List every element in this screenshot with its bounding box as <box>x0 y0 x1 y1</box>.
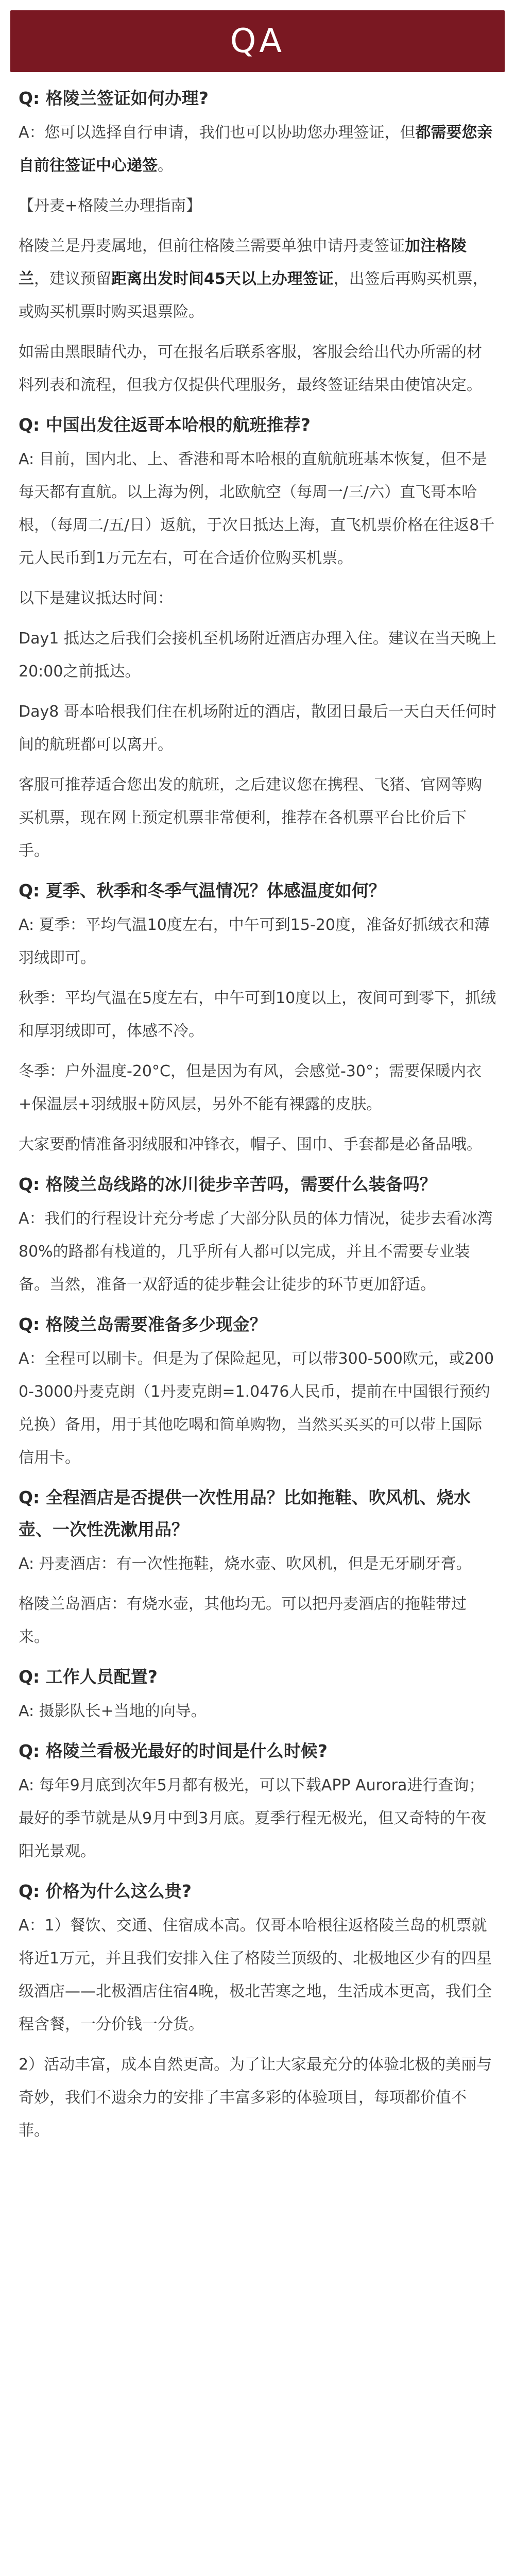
answer-text: 大家要酌情准备羽绒服和冲锋衣，帽子、围巾、手套都是必备品哦。 <box>19 1136 482 1154</box>
answer-text: A: 每年9月底到次年5月都有极光，可以下载APP Aurora进行查询；最好的季节就是从9月中到3月底。夏季行程无极光，但又奇特的午夜阳光景观。 <box>19 1776 487 1860</box>
answer-text: 2）活动丰富，成本自然更高。为了让大家最充分的体验北极的美丽与奇妙，我们不遗余力的安排了丰富多彩的体验项目，每项都价值不菲。 <box>19 2056 492 2140</box>
answer-text: A：您可以选择自行申请，我们也可以协助您办理签证，但 <box>19 124 416 142</box>
answer-text: 冬季：户外温度-20°C，但是因为有风，会感觉-30°；需要保暖内衣+保温层+羽绒服+防风层，另外不能有裸露的皮肤。 <box>19 1062 482 1113</box>
question-heading: Q: 价格为什么这么贵? <box>19 1881 192 1901</box>
qa-banner <box>10 10 505 72</box>
answer-paragraph <box>19 582 496 615</box>
answer-text: A: 摄影队长+当地的向导。 <box>19 1702 207 1720</box>
question-heading: Q: 格陵兰看极光最好的时间是什么时候? <box>19 1741 328 1761</box>
answer-paragraph <box>19 1588 496 1654</box>
answer-text: A: 目前，国内北、上、香港和哥本哈根的直航航班基本恢复，但不是每天都有直航。以上海为例，北欧航空（每周一/三/六）直飞哥本哈根，（每周二/五/日）返航，于次日抵达上海，直飞机票价格在往返8千元人民币到1万元左右，可在合适价位购买机票。 <box>19 450 495 567</box>
answer-text: 。 <box>158 157 173 175</box>
answer-paragraph <box>19 982 496 1048</box>
answer-text: 格陵兰是丹麦属地，但前往格陵兰需要单独申请丹麦签证 <box>19 237 405 255</box>
answer-paragraph <box>19 1055 496 1121</box>
answer-highlight: 距离出发时间45天以上办理签证 <box>111 270 334 288</box>
answer-paragraph <box>19 909 496 975</box>
answer-paragraph <box>19 190 496 223</box>
answer-paragraph <box>19 116 496 182</box>
answer-text: A：1）餐饮、交通、住宿成本高。仅哥本哈根往返格陵兰岛的机票就将近1万元，并且我们安排入住了格陵兰顶级的、北极地区少有的四星级酒店——北极酒店住宿4晚，极北苦寒之地，生活成本更高，我们全程含餐，一分价钱一分货。 <box>19 1917 492 2033</box>
answer-highlight: 都需要您亲自前往签证中心递签 <box>19 124 493 175</box>
question-heading: Q: 格陵兰签证如何办理? <box>19 88 209 108</box>
answer-paragraph <box>19 230 496 329</box>
answer-text: 客服可推荐适合您出发的航班，之后建议您在携程、飞猪、官网等购买机票，现在网上预定机票非常便利，推荐在各机票平台比价后下手。 <box>19 776 482 860</box>
banner-title: QA <box>230 22 285 60</box>
question-heading: Q: 格陵兰岛线路的冰川徒步辛苦吗，需要什么装备吗？ <box>19 1174 437 1194</box>
question-heading: Q: 中国出发往返哥本哈根的航班推荐? <box>19 415 311 435</box>
answer-text: 秋季：平均气温在5度左右，中午可到10度以上，夜间可到零下，抓绒和厚羽绒即可，体感不冷。 <box>19 989 496 1040</box>
question-heading: Q: 工作人员配置? <box>19 1667 158 1687</box>
answer-text: A：全程可以刷卡。但是为了保险起见，可以带300-500欧元，或2000-3000丹麦克朗（1丹麦克朗=1.0476人民币，提前在中国银行预约兑换）备用，用于其他吃喝和简单购物，当然买买买的可以带上国际信用卡。 <box>19 1350 494 1467</box>
answer-paragraph <box>19 1548 496 1581</box>
qa-content <box>0 72 515 2147</box>
answer-text: ，出签后再购买机票，或购买机票时购买退票险。 <box>19 270 488 321</box>
answer-text: 以下是建议抵达时间： <box>19 589 173 607</box>
answer-paragraph <box>19 696 496 761</box>
answer-text: A: 夏季：平均气温10度左右，中午可到15-20度，准备好抓绒衣和薄羽绒即可。 <box>19 916 490 967</box>
answer-paragraph <box>19 1909 496 2041</box>
answer-paragraph <box>19 336 496 402</box>
question-heading: Q: 夏季、秋季和冬季气温情况？体感温度如何？ <box>19 880 386 901</box>
page <box>0 10 515 2576</box>
answer-text: 【丹麦+格陵兰办理指南】 <box>19 197 202 215</box>
answer-paragraph <box>19 1202 496 1301</box>
answer-highlight: 加注格陵兰 <box>19 237 467 288</box>
question-heading: Q: 格陵兰岛需要准备多少现金？ <box>19 1314 267 1334</box>
answer-paragraph <box>19 1695 496 1728</box>
answer-paragraph <box>19 1343 496 1475</box>
answer-paragraph <box>19 1128 496 1161</box>
answer-paragraph <box>19 769 496 868</box>
answer-text: Day1 抵达之后我们会接机至机场附近酒店办理入住。建议在当天晚上20:00之前抵达。 <box>19 630 496 681</box>
answer-paragraph <box>19 2048 496 2147</box>
answer-text: 格陵兰岛酒店：有烧水壶，其他均无。可以把丹麦酒店的拖鞋带过来。 <box>19 1595 467 1646</box>
answer-text: ，建议预留 <box>34 270 111 288</box>
question-heading: Q: 全程酒店是否提供一次性用品？比如拖鞋、吹风机、烧水壶、一次性洗漱用品？ <box>19 1487 471 1539</box>
answer-paragraph <box>19 622 496 688</box>
answer-text: A：我们的行程设计充分考虑了大部分队员的体力情况，徒步去看冰湾80%的路都有栈道的，几乎所有人都可以完成，并且不需要专业装备。当然，准备一双舒适的徒步鞋会让徒步的环节更加舒适。 <box>19 1210 493 1294</box>
answer-text: Day8 哥本哈根我们住在机场附近的酒店，散团日最后一天白天任何时间的航班都可以离开。 <box>19 703 496 754</box>
answer-text: 如需由黑眼睛代办，可在报名后联系客服，客服会给出代办所需的材料列表和流程，但我方仅提供代理服务，最终签证结果由使馆决定。 <box>19 343 482 394</box>
answer-text: A: 丹麦酒店：有一次性拖鞋，烧水壶、吹风机，但是无牙刷牙膏。 <box>19 1555 472 1573</box>
answer-paragraph <box>19 1769 496 1868</box>
answer-paragraph <box>19 443 496 575</box>
